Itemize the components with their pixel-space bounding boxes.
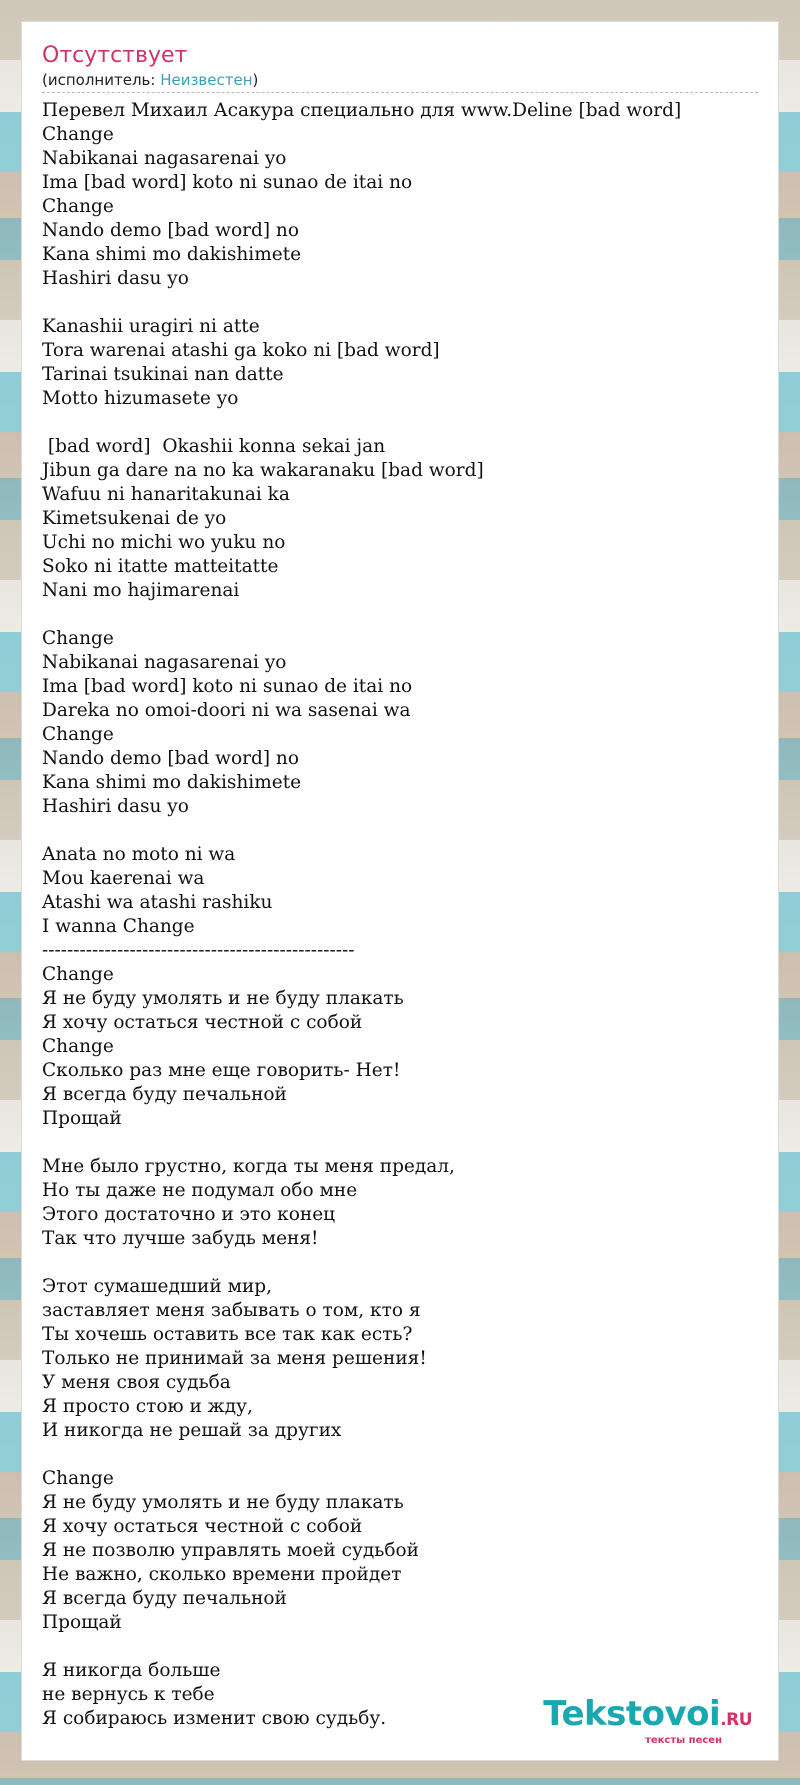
lyric-blank-line (42, 1131, 762, 1155)
lyric-line: Nabikanai nagasarenai yo (42, 652, 287, 673)
lyric-line: Я не буду умолять и не буду плакать (42, 988, 404, 1009)
lyric-line: Я всегда буду печальной (42, 1084, 287, 1105)
lyric-line: Change (42, 1468, 114, 1489)
lyric-line: Только не принимай за меня решения! (42, 1348, 427, 1369)
tekstovoi-logo[interactable] (543, 1694, 752, 1746)
artist-suffix: ) (252, 71, 259, 89)
lyric-line: Change (42, 196, 114, 217)
lyric-line: Не важно, сколько времени пройдет (42, 1564, 402, 1585)
lyric-line: Ima [bad word] koto ni sunao de itai no (42, 172, 413, 193)
lyric-line: Mou kaerenai wa (42, 868, 205, 889)
artist-prefix: (исполнитель: (42, 71, 161, 89)
lyric-blank-line (42, 1251, 762, 1275)
lyric-line: Этого достаточно и это конец (42, 1204, 336, 1225)
lyric-line: Я не буду умолять и не буду плакать (42, 1492, 404, 1513)
lyric-line: Change (42, 628, 114, 649)
artist-line (42, 70, 758, 93)
lyric-line: Я хочу остаться честной с собой (42, 1516, 363, 1537)
lyrics-text (42, 99, 762, 1731)
lyric-blank-line (42, 411, 762, 435)
lyric-line: Прощай (42, 1108, 122, 1129)
lyric-line: Nando demo [bad word] no (42, 748, 299, 769)
lyric-line: Ima [bad word] koto ni sunao de itai no (42, 676, 413, 697)
lyric-line: -------------------------------------------------- (42, 940, 355, 961)
lyric-line: Я собираюсь изменит свою судьбу. (42, 1708, 387, 1729)
song-title: Отсутствует (42, 43, 188, 68)
lyric-line: [bad word] Okashii konna sekai jan (42, 436, 386, 457)
lyric-line: Прощай (42, 1612, 122, 1633)
lyric-line: Anata no moto ni wa (42, 844, 236, 865)
lyric-line: Сколько раз мне еще говорить- Нет! (42, 1060, 401, 1081)
lyric-line: Nabikanai nagasarenai yo (42, 148, 287, 169)
lyric-line: Tarinai tsukinai nan datte (42, 364, 284, 385)
lyric-line: Ты хочешь оставить все так как есть? (42, 1324, 413, 1345)
lyric-line: Этот сумашедший мир, (42, 1276, 273, 1297)
lyric-line: У меня своя судьба (42, 1372, 231, 1393)
lyric-line: не вернусь к тебе (42, 1684, 215, 1705)
lyric-blank-line (42, 603, 762, 627)
lyric-line: заставляет меня забывать о том, кто я (42, 1300, 421, 1321)
lyric-line: Change (42, 724, 114, 745)
lyric-line: Hashiri dasu yo (42, 796, 189, 817)
lyrics-card (22, 22, 778, 1760)
lyric-line: Но ты даже не подумал обо мне (42, 1180, 358, 1201)
lyric-line: Я всегда буду печальной (42, 1588, 287, 1609)
lyric-line: Я хочу остаться честной с собой (42, 1012, 363, 1033)
lyric-line: Soko ni itatte matteitatte (42, 556, 279, 577)
logo-name: Tekstovoi (543, 1694, 721, 1734)
lyric-line: Kana shimi mo dakishimete (42, 244, 302, 265)
lyric-line: Kana shimi mo dakishimete (42, 772, 302, 793)
lyric-line: Nando demo [bad word] no (42, 220, 299, 241)
lyric-line: Перевел Михаил Асакура специально для www.Deline [bad word] (42, 100, 682, 121)
lyric-line: Мне было грустно, когда ты меня предал, (42, 1156, 455, 1177)
lyric-line: Kanashii uragiri ni atte (42, 316, 260, 337)
lyric-blank-line (42, 291, 762, 315)
lyric-line: Motto hizumasete yo (42, 388, 239, 409)
lyric-line: Так что лучше забудь меня! (42, 1228, 319, 1249)
lyric-blank-line (42, 1635, 762, 1659)
lyric-line: I wanna Change (42, 916, 195, 937)
lyric-line: Hashiri dasu yo (42, 268, 189, 289)
lyric-line: И никогда не решай за других (42, 1420, 342, 1441)
artist-link[interactable]: Неизвестен (160, 71, 253, 89)
logo-tagline: тексты песен (645, 1735, 722, 1746)
lyric-line: Я не позволю управлять моей судьбой (42, 1540, 419, 1561)
lyric-line: Change (42, 124, 114, 145)
lyric-blank-line (42, 1443, 762, 1467)
lyric-line: Я просто стою и жду, (42, 1396, 253, 1417)
lyric-line: Uchi no michi wo yuku no (42, 532, 286, 553)
lyric-line: Я никогда больше (42, 1660, 221, 1681)
lyric-line: Jibun ga dare na no ka wakaranaku [bad word] (42, 460, 484, 481)
lyric-line: Change (42, 1036, 114, 1057)
lyric-line: Nani mo hajimarenai (42, 580, 240, 601)
lyric-line: Dareka no omoi-doori ni wa sasenai wa (42, 700, 411, 721)
lyric-line: Atashi wa atashi rashiku (42, 892, 273, 913)
lyric-line: Change (42, 964, 114, 985)
logo-domain: .RU (720, 1710, 752, 1730)
lyric-blank-line (42, 819, 762, 843)
lyric-line: Wafuu ni hanaritakunai ka (42, 484, 290, 505)
lyric-line: Kimetsukenai de yo (42, 508, 227, 529)
lyric-line: Tora warenai atashi ga koko ni [bad word] (42, 340, 440, 361)
